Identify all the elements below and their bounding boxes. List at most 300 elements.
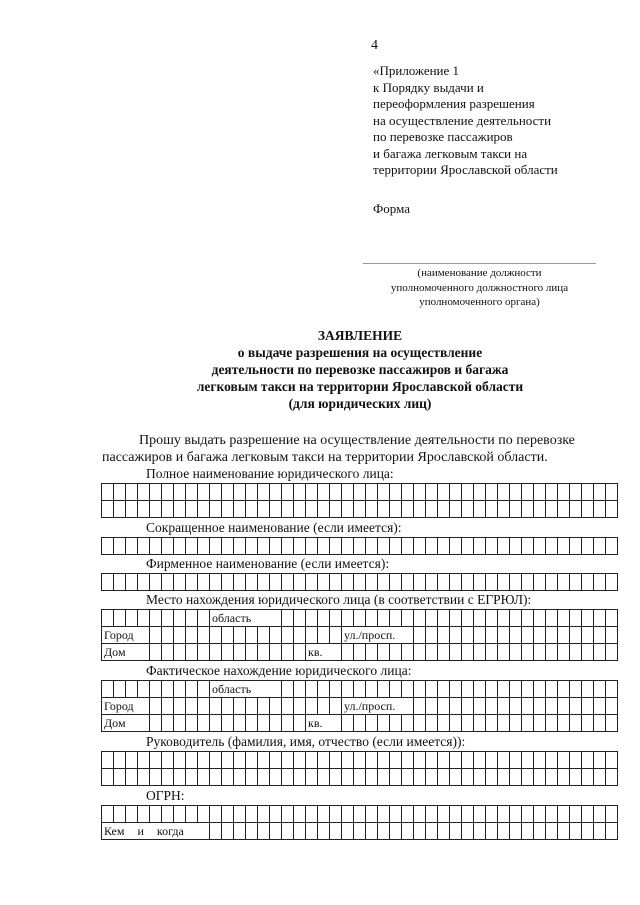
char-cell[interactable]	[474, 574, 486, 591]
char-cell[interactable]	[498, 574, 510, 591]
char-cell[interactable]	[450, 681, 462, 698]
char-cell[interactable]	[114, 574, 126, 591]
char-cell[interactable]	[162, 806, 174, 823]
char-cell[interactable]	[198, 806, 210, 823]
char-cell[interactable]	[282, 574, 294, 591]
char-cell[interactable]	[282, 484, 294, 501]
char-cell[interactable]	[522, 627, 534, 644]
char-cell[interactable]	[366, 574, 378, 591]
char-cell[interactable]	[354, 752, 366, 769]
char-cell[interactable]	[522, 698, 534, 715]
char-cell[interactable]	[546, 681, 558, 698]
char-cell[interactable]	[486, 627, 498, 644]
char-cell[interactable]	[570, 644, 582, 661]
char-cell[interactable]	[546, 752, 558, 769]
char-cell[interactable]	[162, 484, 174, 501]
char-cell[interactable]	[606, 644, 618, 661]
char-cell[interactable]	[186, 715, 198, 732]
char-cell[interactable]	[258, 538, 270, 555]
char-cell[interactable]	[414, 627, 426, 644]
char-cell[interactable]	[450, 752, 462, 769]
char-cell[interactable]	[510, 538, 522, 555]
char-cell[interactable]	[498, 501, 510, 518]
char-cell[interactable]	[474, 698, 486, 715]
char-cell[interactable]	[354, 538, 366, 555]
char-cell[interactable]	[414, 698, 426, 715]
char-cell[interactable]	[150, 681, 162, 698]
char-cell[interactable]	[450, 484, 462, 501]
char-cell[interactable]	[522, 574, 534, 591]
char-cell[interactable]	[414, 715, 426, 732]
char-cell[interactable]	[510, 627, 522, 644]
char-cell[interactable]	[570, 752, 582, 769]
char-cell[interactable]	[126, 752, 138, 769]
char-cell[interactable]	[546, 627, 558, 644]
char-cell[interactable]	[126, 806, 138, 823]
char-cell[interactable]	[486, 574, 498, 591]
char-cell[interactable]	[594, 484, 606, 501]
char-cell[interactable]	[474, 627, 486, 644]
char-cell[interactable]	[162, 644, 174, 661]
char-cell[interactable]	[426, 823, 438, 840]
char-cell[interactable]	[234, 644, 246, 661]
char-cell[interactable]	[594, 752, 606, 769]
char-cell[interactable]	[438, 574, 450, 591]
char-cell[interactable]	[102, 538, 114, 555]
char-cell[interactable]	[378, 823, 390, 840]
char-cell[interactable]	[414, 501, 426, 518]
char-cell[interactable]	[378, 752, 390, 769]
char-cell[interactable]	[450, 769, 462, 786]
char-cell[interactable]	[402, 806, 414, 823]
char-cell[interactable]	[414, 823, 426, 840]
char-cell[interactable]	[534, 752, 546, 769]
char-cell[interactable]	[366, 644, 378, 661]
char-cell[interactable]	[174, 501, 186, 518]
char-cell[interactable]	[366, 752, 378, 769]
char-cell[interactable]	[462, 501, 474, 518]
char-cell[interactable]	[474, 681, 486, 698]
char-cell[interactable]	[222, 627, 234, 644]
char-cell[interactable]	[342, 538, 354, 555]
char-cell[interactable]	[294, 501, 306, 518]
char-cell[interactable]	[162, 681, 174, 698]
char-cell[interactable]	[246, 715, 258, 732]
char-cell[interactable]	[210, 627, 222, 644]
char-cell[interactable]	[582, 627, 594, 644]
char-cell[interactable]	[438, 644, 450, 661]
char-cell[interactable]	[366, 484, 378, 501]
char-cell[interactable]	[606, 538, 618, 555]
char-cell[interactable]	[522, 484, 534, 501]
char-cell[interactable]	[186, 627, 198, 644]
char-cell[interactable]	[318, 484, 330, 501]
char-cell[interactable]	[198, 610, 210, 627]
char-cell[interactable]	[138, 484, 150, 501]
char-cell[interactable]	[150, 484, 162, 501]
char-cell[interactable]	[198, 769, 210, 786]
char-cell[interactable]	[606, 484, 618, 501]
char-cell[interactable]	[342, 752, 354, 769]
char-cell[interactable]	[174, 752, 186, 769]
char-cell[interactable]	[522, 769, 534, 786]
char-cell[interactable]	[174, 644, 186, 661]
char-cell[interactable]	[198, 644, 210, 661]
char-cell[interactable]	[354, 484, 366, 501]
char-cell[interactable]	[234, 501, 246, 518]
char-cell[interactable]	[270, 644, 282, 661]
char-cell[interactable]	[498, 627, 510, 644]
char-cell[interactable]	[510, 484, 522, 501]
char-cell[interactable]	[558, 610, 570, 627]
char-cell[interactable]	[294, 752, 306, 769]
char-cell[interactable]	[126, 538, 138, 555]
char-cell[interactable]	[342, 574, 354, 591]
char-cell[interactable]	[114, 538, 126, 555]
char-cell[interactable]	[258, 715, 270, 732]
char-cell[interactable]	[114, 752, 126, 769]
char-cell[interactable]	[570, 715, 582, 732]
char-cell[interactable]	[258, 627, 270, 644]
char-cell[interactable]	[486, 610, 498, 627]
char-cell[interactable]	[270, 538, 282, 555]
char-cell[interactable]	[558, 752, 570, 769]
char-cell[interactable]	[306, 806, 318, 823]
char-cell[interactable]	[594, 681, 606, 698]
char-cell[interactable]	[114, 484, 126, 501]
char-cell[interactable]	[162, 538, 174, 555]
char-cell[interactable]	[282, 752, 294, 769]
char-cell[interactable]	[114, 769, 126, 786]
char-cell[interactable]	[510, 806, 522, 823]
char-cell[interactable]	[594, 806, 606, 823]
char-cell[interactable]	[462, 715, 474, 732]
char-cell[interactable]	[534, 610, 546, 627]
char-cell[interactable]	[138, 769, 150, 786]
char-cell[interactable]	[462, 681, 474, 698]
char-cell[interactable]	[306, 610, 318, 627]
char-cell[interactable]	[594, 644, 606, 661]
char-cell[interactable]	[258, 769, 270, 786]
char-cell[interactable]	[354, 501, 366, 518]
char-cell[interactable]	[450, 574, 462, 591]
char-cell[interactable]	[390, 644, 402, 661]
char-cell[interactable]	[606, 681, 618, 698]
char-cell[interactable]	[402, 823, 414, 840]
char-cell[interactable]	[462, 627, 474, 644]
char-cell[interactable]	[594, 574, 606, 591]
char-cell[interactable]	[450, 806, 462, 823]
char-cell[interactable]	[306, 574, 318, 591]
char-cell[interactable]	[186, 806, 198, 823]
char-cell[interactable]	[486, 769, 498, 786]
char-cell[interactable]	[522, 501, 534, 518]
char-cell[interactable]	[534, 698, 546, 715]
char-cell[interactable]	[450, 538, 462, 555]
char-cell[interactable]	[450, 823, 462, 840]
char-cell[interactable]	[222, 806, 234, 823]
char-cell[interactable]	[354, 715, 366, 732]
char-cell[interactable]	[114, 806, 126, 823]
char-cell[interactable]	[198, 752, 210, 769]
char-cell[interactable]	[174, 610, 186, 627]
char-cell[interactable]	[246, 574, 258, 591]
char-cell[interactable]	[294, 644, 306, 661]
char-cell[interactable]	[210, 501, 222, 518]
char-cell[interactable]	[318, 627, 330, 644]
char-cell[interactable]	[234, 769, 246, 786]
char-cell[interactable]	[294, 698, 306, 715]
char-cell[interactable]	[582, 823, 594, 840]
char-cell[interactable]	[486, 715, 498, 732]
char-cell[interactable]	[582, 752, 594, 769]
char-cell[interactable]	[414, 769, 426, 786]
char-cell[interactable]	[510, 501, 522, 518]
char-cell[interactable]	[234, 823, 246, 840]
char-cell[interactable]	[246, 484, 258, 501]
char-cell[interactable]	[426, 538, 438, 555]
char-cell[interactable]	[102, 769, 114, 786]
char-cell[interactable]	[282, 823, 294, 840]
char-cell[interactable]	[450, 698, 462, 715]
char-cell[interactable]	[282, 644, 294, 661]
char-cell[interactable]	[330, 681, 342, 698]
brand-name-grid[interactable]	[101, 573, 618, 591]
char-cell[interactable]	[330, 769, 342, 786]
char-cell[interactable]	[222, 698, 234, 715]
char-cell[interactable]	[486, 752, 498, 769]
char-cell[interactable]	[522, 644, 534, 661]
char-cell[interactable]	[438, 610, 450, 627]
char-cell[interactable]	[282, 698, 294, 715]
char-cell[interactable]	[138, 501, 150, 518]
char-cell[interactable]	[402, 501, 414, 518]
char-cell[interactable]	[306, 823, 318, 840]
char-cell[interactable]	[570, 484, 582, 501]
char-cell[interactable]	[354, 681, 366, 698]
char-cell[interactable]	[306, 698, 318, 715]
char-cell[interactable]	[246, 644, 258, 661]
char-cell[interactable]	[366, 806, 378, 823]
char-cell[interactable]	[558, 538, 570, 555]
char-cell[interactable]	[282, 501, 294, 518]
char-cell[interactable]	[258, 823, 270, 840]
char-cell[interactable]	[222, 501, 234, 518]
char-cell[interactable]	[174, 681, 186, 698]
char-cell[interactable]	[582, 538, 594, 555]
char-cell[interactable]	[102, 484, 114, 501]
char-cell[interactable]	[582, 715, 594, 732]
char-cell[interactable]	[606, 627, 618, 644]
char-cell[interactable]	[498, 823, 510, 840]
char-cell[interactable]	[594, 823, 606, 840]
char-cell[interactable]	[498, 538, 510, 555]
actual-address-grid[interactable]	[101, 680, 618, 732]
char-cell[interactable]	[426, 806, 438, 823]
char-cell[interactable]	[534, 538, 546, 555]
char-cell[interactable]	[402, 574, 414, 591]
char-cell[interactable]	[522, 806, 534, 823]
char-cell[interactable]	[534, 681, 546, 698]
official-signature-line[interactable]	[363, 263, 596, 264]
char-cell[interactable]	[222, 823, 234, 840]
char-cell[interactable]	[450, 610, 462, 627]
char-cell[interactable]	[570, 627, 582, 644]
char-cell[interactable]	[402, 715, 414, 732]
char-cell[interactable]	[402, 769, 414, 786]
char-cell[interactable]	[210, 574, 222, 591]
char-cell[interactable]	[486, 484, 498, 501]
char-cell[interactable]	[222, 644, 234, 661]
char-cell[interactable]	[294, 574, 306, 591]
char-cell[interactable]	[462, 698, 474, 715]
char-cell[interactable]	[558, 823, 570, 840]
char-cell[interactable]	[582, 644, 594, 661]
char-cell[interactable]	[462, 823, 474, 840]
char-cell[interactable]	[510, 752, 522, 769]
char-cell[interactable]	[426, 769, 438, 786]
char-cell[interactable]	[306, 484, 318, 501]
char-cell[interactable]	[210, 715, 222, 732]
char-cell[interactable]	[354, 644, 366, 661]
char-cell[interactable]	[150, 698, 162, 715]
char-cell[interactable]	[462, 806, 474, 823]
char-cell[interactable]	[354, 610, 366, 627]
char-cell[interactable]	[450, 627, 462, 644]
char-cell[interactable]	[606, 610, 618, 627]
char-cell[interactable]	[378, 715, 390, 732]
ogrn-grid[interactable]	[101, 805, 618, 840]
char-cell[interactable]	[234, 698, 246, 715]
char-cell[interactable]	[498, 806, 510, 823]
char-cell[interactable]	[594, 715, 606, 732]
char-cell[interactable]	[498, 681, 510, 698]
char-cell[interactable]	[198, 698, 210, 715]
char-cell[interactable]	[174, 484, 186, 501]
char-cell[interactable]	[378, 769, 390, 786]
char-cell[interactable]	[510, 574, 522, 591]
char-cell[interactable]	[330, 806, 342, 823]
char-cell[interactable]	[210, 823, 222, 840]
char-cell[interactable]	[414, 574, 426, 591]
char-cell[interactable]	[318, 501, 330, 518]
char-cell[interactable]	[102, 574, 114, 591]
char-cell[interactable]	[606, 574, 618, 591]
char-cell[interactable]	[138, 574, 150, 591]
char-cell[interactable]	[222, 769, 234, 786]
char-cell[interactable]	[606, 823, 618, 840]
char-cell[interactable]	[438, 484, 450, 501]
char-cell[interactable]	[450, 715, 462, 732]
char-cell[interactable]	[582, 806, 594, 823]
char-cell[interactable]	[582, 681, 594, 698]
char-cell[interactable]	[354, 806, 366, 823]
char-cell[interactable]	[498, 610, 510, 627]
char-cell[interactable]	[174, 806, 186, 823]
char-cell[interactable]	[426, 698, 438, 715]
char-cell[interactable]	[570, 574, 582, 591]
char-cell[interactable]	[126, 484, 138, 501]
char-cell[interactable]	[270, 752, 282, 769]
char-cell[interactable]	[438, 752, 450, 769]
char-cell[interactable]	[210, 484, 222, 501]
char-cell[interactable]	[570, 610, 582, 627]
char-cell[interactable]	[366, 501, 378, 518]
char-cell[interactable]	[330, 484, 342, 501]
char-cell[interactable]	[534, 644, 546, 661]
char-cell[interactable]	[318, 681, 330, 698]
char-cell[interactable]	[198, 574, 210, 591]
char-cell[interactable]	[270, 823, 282, 840]
char-cell[interactable]	[174, 627, 186, 644]
char-cell[interactable]	[198, 715, 210, 732]
char-cell[interactable]	[246, 806, 258, 823]
char-cell[interactable]	[606, 715, 618, 732]
char-cell[interactable]	[510, 715, 522, 732]
char-cell[interactable]	[462, 644, 474, 661]
char-cell[interactable]	[258, 484, 270, 501]
char-cell[interactable]	[390, 574, 402, 591]
char-cell[interactable]	[150, 627, 162, 644]
char-cell[interactable]	[558, 644, 570, 661]
char-cell[interactable]	[390, 681, 402, 698]
char-cell[interactable]	[558, 627, 570, 644]
char-cell[interactable]	[426, 610, 438, 627]
char-cell[interactable]	[486, 538, 498, 555]
char-cell[interactable]	[342, 806, 354, 823]
char-cell[interactable]	[222, 574, 234, 591]
char-cell[interactable]	[582, 769, 594, 786]
char-cell[interactable]	[234, 484, 246, 501]
char-cell[interactable]	[150, 752, 162, 769]
char-cell[interactable]	[558, 715, 570, 732]
char-cell[interactable]	[246, 698, 258, 715]
char-cell[interactable]	[330, 610, 342, 627]
char-cell[interactable]	[426, 644, 438, 661]
char-cell[interactable]	[234, 538, 246, 555]
char-cell[interactable]	[426, 574, 438, 591]
char-cell[interactable]	[402, 538, 414, 555]
char-cell[interactable]	[438, 715, 450, 732]
char-cell[interactable]	[342, 484, 354, 501]
char-cell[interactable]	[126, 501, 138, 518]
char-cell[interactable]	[402, 681, 414, 698]
char-cell[interactable]	[222, 752, 234, 769]
char-cell[interactable]	[498, 752, 510, 769]
char-cell[interactable]	[438, 823, 450, 840]
char-cell[interactable]	[294, 610, 306, 627]
char-cell[interactable]	[294, 823, 306, 840]
char-cell[interactable]	[534, 627, 546, 644]
char-cell[interactable]	[426, 627, 438, 644]
char-cell[interactable]	[318, 538, 330, 555]
char-cell[interactable]	[546, 538, 558, 555]
char-cell[interactable]	[138, 806, 150, 823]
char-cell[interactable]	[522, 610, 534, 627]
char-cell[interactable]	[534, 806, 546, 823]
char-cell[interactable]	[354, 769, 366, 786]
char-cell[interactable]	[558, 698, 570, 715]
char-cell[interactable]	[570, 501, 582, 518]
char-cell[interactable]	[282, 715, 294, 732]
char-cell[interactable]	[342, 823, 354, 840]
char-cell[interactable]	[210, 769, 222, 786]
char-cell[interactable]	[174, 538, 186, 555]
char-cell[interactable]	[594, 769, 606, 786]
char-cell[interactable]	[270, 715, 282, 732]
char-cell[interactable]	[402, 644, 414, 661]
char-cell[interactable]	[366, 769, 378, 786]
